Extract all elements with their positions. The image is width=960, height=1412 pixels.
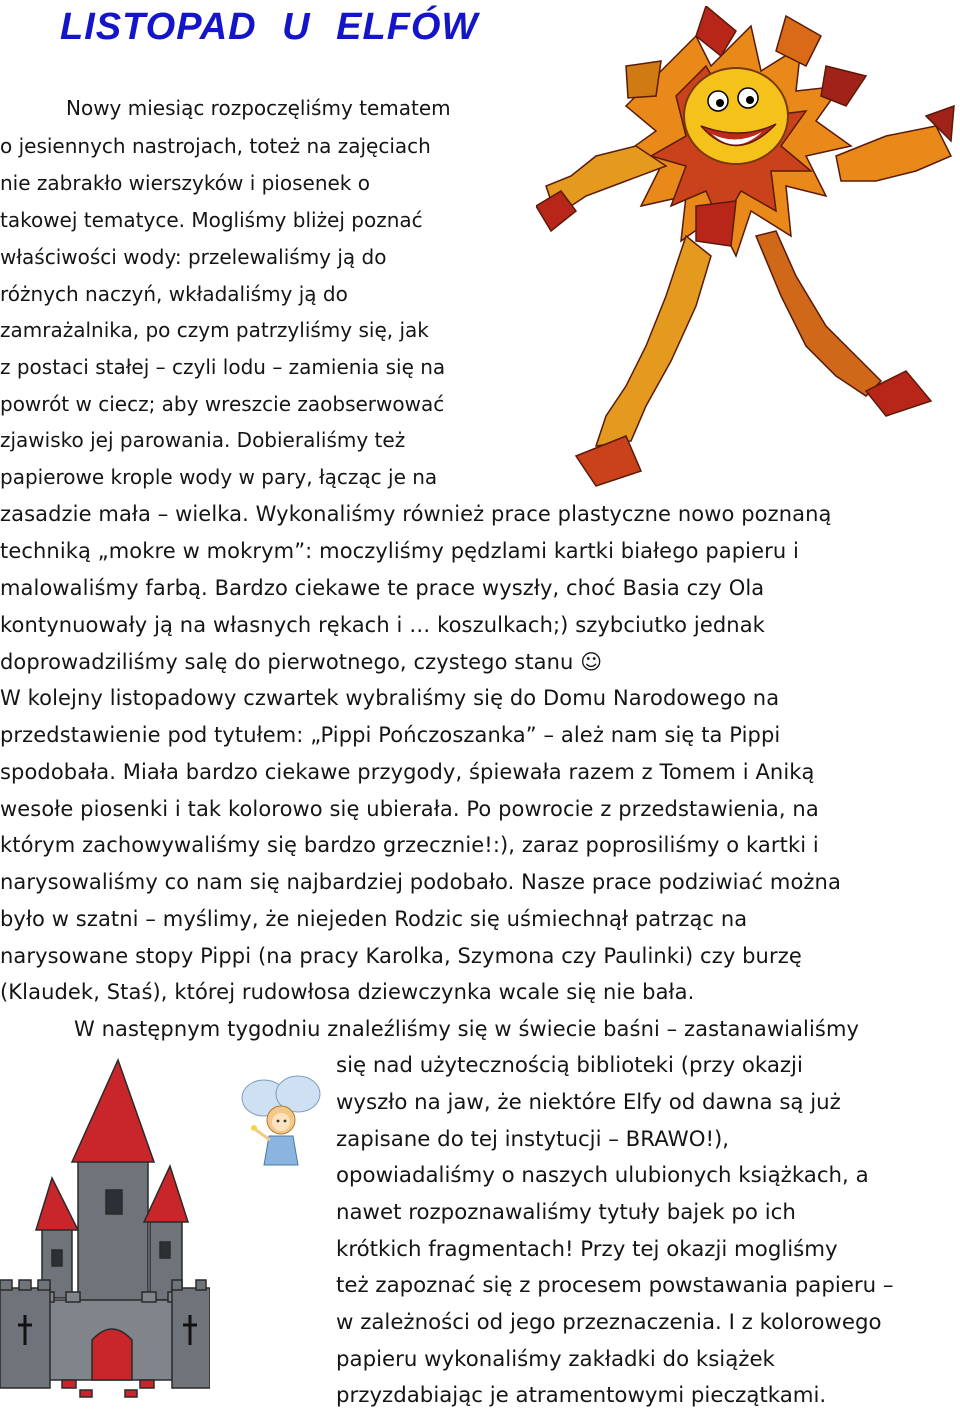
text-line: właściwości wody: przelewaliśmy ją do bbox=[0, 245, 387, 269]
text-line: krótkich fragmentach! Przy tej okazji mogliśmy bbox=[336, 1237, 838, 1262]
text-line: w zależności od jego przeznaczenia. I z kolorowego bbox=[336, 1310, 882, 1335]
text-line: opowiadaliśmy o naszych ulubionych książkach, a bbox=[336, 1163, 869, 1188]
text-line: nawet rozpoznawaliśmy tytuły bajek po ich bbox=[336, 1200, 796, 1225]
text-line: różnych naczyń, wkładaliśmy ją do bbox=[0, 282, 348, 306]
text-line: też zapoznać się z procesem powstawania papieru – bbox=[336, 1273, 894, 1298]
text-line: takowej tematyce. Mogliśmy bliżej poznać bbox=[0, 208, 423, 232]
leaf-character-illustration bbox=[536, 6, 956, 506]
text-line: przedstawienie pod tytułem: „Pippi Pończoszanka” – ależ nam się ta Pippi bbox=[0, 723, 781, 747]
text-line: zamrażalnika, po czym patrzyliśmy się, jak bbox=[0, 318, 429, 342]
fairy-icon bbox=[242, 1076, 320, 1165]
text-line: doprowadziliśmy salę do pierwotnego, czystego stanu ☺ bbox=[0, 650, 603, 674]
page-title: LISTOPAD U ELFÓW bbox=[60, 6, 479, 48]
text-line: (Klaudek, Staś), której rudowłosa dziewczynka wcale się nie bała. bbox=[0, 980, 695, 1004]
text-line: powrót w ciecz; aby wreszcie zaobserwować bbox=[0, 392, 445, 416]
text-line: Nowy miesiąc rozpoczęliśmy tematem bbox=[66, 96, 451, 120]
text-line: narysowane stopy Pippi (na pracy Karolka, Szymona czy Paulinki) czy burzę bbox=[0, 944, 802, 968]
text-line: było w szatni – myślimy, że niejeden Rodzic się uśmiechnął patrząc na bbox=[0, 907, 748, 931]
text-line: o jesiennych nastrojach, toteż na zajęciach bbox=[0, 134, 431, 158]
castle-icon bbox=[0, 1060, 210, 1397]
text-line: zapisane do tej instytucji – BRAWO!), bbox=[336, 1127, 730, 1152]
text-line: techniką „mokre w mokrym”: moczyliśmy pędzlami kartki białego papieru i bbox=[0, 539, 799, 563]
face-icon bbox=[684, 68, 788, 164]
text-line: papierowe krople wody w pary, łącząc je na bbox=[0, 465, 438, 489]
text-line: z postaci stałej – czyli lodu – zamienia się na bbox=[0, 355, 446, 379]
text-line: którym zachowywaliśmy się bardzo grzecznie!:), zaraz poprosiliśmy o kartki i bbox=[0, 833, 819, 857]
castle-illustration bbox=[0, 1050, 210, 1410]
text-line: kontynuowały ją na własnych rękach i … koszulkach;) szybciutko jednak bbox=[0, 613, 765, 637]
text-line: przyzdabiając je atramentowymi pieczątkami. bbox=[336, 1383, 827, 1408]
text-line: malowaliśmy farbą. Bardzo ciekawe te prace wyszły, choć Basia czy Ola bbox=[0, 576, 765, 600]
text-line: W następnym tygodniu znaleźliśmy się w świecie baśni – zastanawialiśmy bbox=[74, 1017, 860, 1041]
text-line: zasadzie mała – wielka. Wykonaliśmy również prace plastyczne nowo poznaną bbox=[0, 502, 832, 526]
text-line: narysowaliśmy co nam się najbardziej podobało. Nasze prace podziwiać można bbox=[0, 870, 841, 894]
text-line: wesołe piosenki i tak kolorowo się ubierała. Po powrocie z przedstawienia, na bbox=[0, 797, 819, 821]
text-line: wyszło na jaw, że niektóre Elfy od dawna są już bbox=[336, 1090, 841, 1115]
text-line: W kolejny listopadowy czwartek wybraliśmy się do Domu Narodowego na bbox=[0, 686, 780, 710]
text-line: papieru wykonaliśmy zakładki do książek bbox=[336, 1347, 775, 1372]
text-line: zjawisko jej parowania. Dobieraliśmy też bbox=[0, 428, 406, 452]
fairy-illustration bbox=[236, 1070, 326, 1170]
text-line: spodobała. Miała bardzo ciekawe przygody, śpiewała razem z Tomem i Aniką bbox=[0, 760, 815, 784]
text-line: się nad użytecznością biblioteki (przy okazji bbox=[336, 1053, 803, 1078]
text-line: nie zabrakło wierszyków i piosenek o bbox=[0, 171, 370, 195]
